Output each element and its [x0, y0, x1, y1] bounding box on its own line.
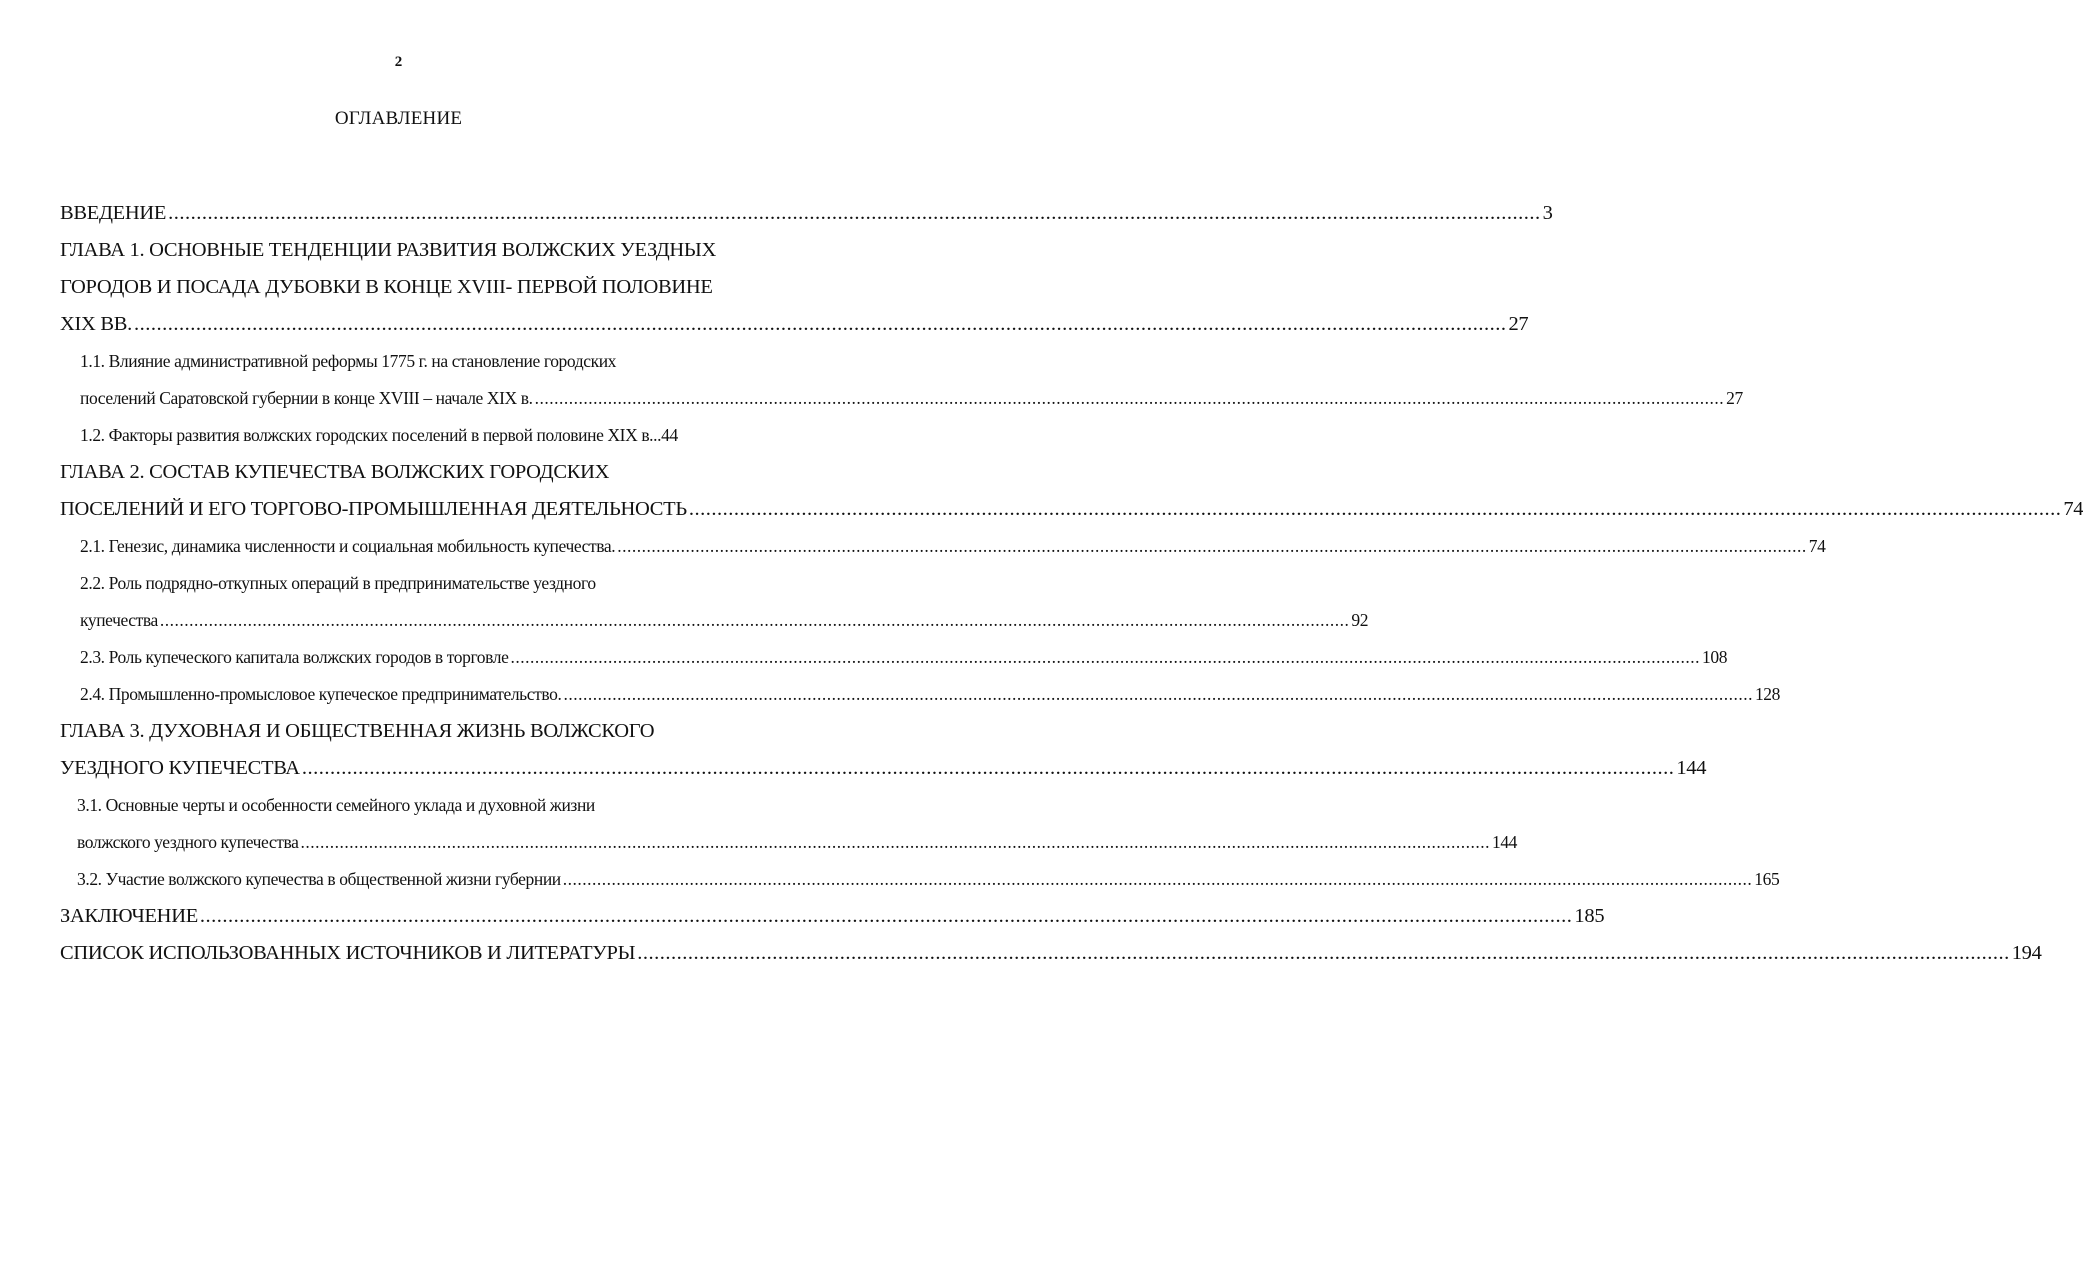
toc-entry-section-3-1[interactable] [77, 788, 753, 822]
dot-leader: .................................................................................................................................................................................................................................................... [637, 942, 2010, 964]
toc-page-number: 108 [1702, 647, 1728, 667]
toc-entry-chapter-3-cont [60, 751, 1707, 785]
toc-entry-section-1-1[interactable] [80, 344, 753, 378]
toc-entry-line [80, 529, 1826, 563]
toc-entry-title: купечества [80, 610, 158, 630]
toc-entry-line: 2.2. Роль подрядно-откупных операций в предпринимательстве уездного [80, 573, 596, 593]
toc-page-number: 3 [1542, 202, 1553, 224]
toc-page-number: 27 [1726, 388, 1743, 408]
dot-leader: .................................................................................................................................................................................................................................................... [510, 647, 1700, 667]
toc-page-number: 92 [1351, 610, 1369, 630]
dot-leader: .................................................................................................................................................................................................................................................... [617, 536, 1807, 556]
toc-page-number: 165 [1754, 869, 1780, 889]
toc-entry-line [77, 825, 1518, 859]
toc-entry-chapter-1-end [60, 307, 1529, 341]
toc-entry-line [60, 307, 1529, 341]
dot-leader: .................................................................................................................................................................................................................................................... [562, 869, 1753, 889]
toc-entry-line: ГЛАВА 1. ОСНОВНЫЕ ТЕНДЕНЦИИ РАЗВИТИЯ ВОЛЖСКИХ УЕЗДНЫХ [60, 239, 716, 261]
toc-entry-line [80, 603, 1369, 637]
toc-entry-section-2-2-cont [80, 603, 1369, 637]
toc-entry-title: 2.4. Промышленно-промысловое купеческое предпринимательство. [80, 684, 562, 704]
toc-entry-line [77, 862, 1780, 896]
toc-entry-line: 3.1. Основные черты и особенности семейного уклада и духовной жизни [77, 795, 595, 815]
toc-entry-title: 3.2. Участие волжского купечества в общественной жизни губернии [77, 869, 561, 889]
toc-entry-line: ГЛАВА 3. ДУХОВНАЯ И ОБЩЕСТВЕННАЯ ЖИЗНЬ ВОЛЖСКОГО [60, 720, 655, 742]
toc-page-number: 128 [1754, 684, 1781, 704]
dot-leader: .................................................................................................................................................................................................................................................... [159, 610, 1350, 630]
toc-entry-title: УЕЗДНОГО КУПЕЧЕСТВА [60, 757, 300, 779]
toc-entry-line [60, 936, 2042, 970]
toc-entry-line [60, 196, 1553, 230]
toc-entry-line: ГЛАВА 2. СОСТАВ КУПЕЧЕСТВА ВОЛЖСКИХ ГОРОДСКИХ [60, 461, 610, 483]
toc-page-number: 27 [1508, 313, 1529, 335]
toc-entry-line [60, 492, 2083, 526]
dot-leader: .................................................................................................................................................................................................................................................... [300, 832, 1490, 852]
toc-entry-line [80, 418, 753, 452]
page-number: 2 [394, 54, 403, 70]
toc-entry-title: XIX ВВ. [60, 313, 132, 335]
toc-entry-chapter-1-cont [60, 270, 753, 304]
toc-entry-section-2-3[interactable] [80, 640, 1728, 674]
toc-entry-title: волжского уездного купечества [77, 832, 299, 852]
toc-entry-section-1-2[interactable] [80, 418, 753, 452]
toc-entry-title: ЗАКЛЮЧЕНИЕ [60, 905, 198, 927]
toc-entry-section-2-2[interactable] [80, 566, 753, 600]
toc-entry-title: ПОСЕЛЕНИЙ И ЕГО ТОРГОВО-ПРОМЫШЛЕННАЯ ДЕЯТЕЛЬНОСТЬ [60, 498, 687, 520]
toc-entry-chapter-1[interactable] [60, 233, 753, 267]
toc-entry-introduction[interactable] [60, 196, 1553, 230]
toc-entry-line [60, 899, 1605, 933]
dot-leader: .................................................................................................................................................................................................................................................... [534, 388, 1725, 408]
toc-entry-section-2-1[interactable] [80, 529, 1826, 563]
toc-entry-section-2-4[interactable] [80, 677, 1781, 711]
toc-entry-line [80, 677, 1781, 711]
toc-page-number: 194 [2011, 942, 2042, 964]
toc-entry-chapter-3[interactable] [60, 714, 753, 748]
toc-page-number: 185 [1574, 905, 1605, 927]
toc-page-number: 74 [1808, 536, 1826, 556]
toc-page-number: 144 [1676, 757, 1707, 779]
toc-entry-title: 1.2. Факторы развития волжских городских поселений в первой половине XIX в... [80, 425, 662, 445]
toc-entry-title: 2.1. Генезис, динамика численности и социальная мобильность купечества. [80, 536, 616, 556]
toc-entry-title: ВВЕДЕНИЕ [60, 202, 167, 224]
toc-entry-chapter-2-cont [60, 492, 2083, 526]
dot-leader: .................................................................................................................................................................................................................................................... [301, 757, 1675, 779]
dot-leader: .................................................................................................................................................................................................................................................... [168, 202, 1541, 224]
toc-page-number: 74 [2063, 498, 2083, 520]
toc-entry-section-3-1-cont [77, 825, 1518, 859]
toc-entry-section-1-1-cont [80, 381, 1743, 415]
dot-leader: .................................................................................................................................................................................................................................................... [199, 905, 1573, 927]
toc-entry-line [80, 381, 1743, 415]
dot-leader: .................................................................................................................................................................................................................................................... [688, 498, 2062, 520]
toc-entry-line: ГОРОДОВ И ПОСАДА ДУБОВКИ В КОНЦЕ XVIII- ПЕРВОЙ ПОЛОВИНЕ [60, 276, 713, 298]
toc-entry-title: поселений Саратовской губернии в конце XVIII – начале XIX в. [80, 388, 533, 408]
toc-entry-title: 2.3. Роль купеческого капитала волжских городов в торговле [80, 647, 509, 667]
toc-entry-line [80, 640, 1728, 674]
dot-leader: .................................................................................................................................................................................................................................................... [563, 684, 1753, 704]
toc-entry-line [60, 751, 1707, 785]
toc-entry-line: 1.1. Влияние административной реформы 1775 г. на становление городских [80, 351, 617, 371]
toc-entry-title: СПИСОК ИСПОЛЬЗОВАННЫХ ИСТОЧНИКОВ И ЛИТЕРАТУРЫ [60, 942, 636, 964]
toc-page-number: 44 [661, 425, 678, 445]
toc-page-number: 144 [1491, 832, 1518, 852]
toc-entry-chapter-2[interactable] [60, 455, 753, 489]
dot-leader: .................................................................................................................................................................................................................................................... [133, 313, 1507, 335]
toc-entry-bibliography[interactable] [60, 936, 2042, 970]
toc-entry-section-3-2[interactable] [77, 862, 1780, 896]
toc-title: ОГЛАВЛЕНИЕ [334, 108, 463, 129]
toc-entry-conclusion[interactable] [60, 899, 1605, 933]
